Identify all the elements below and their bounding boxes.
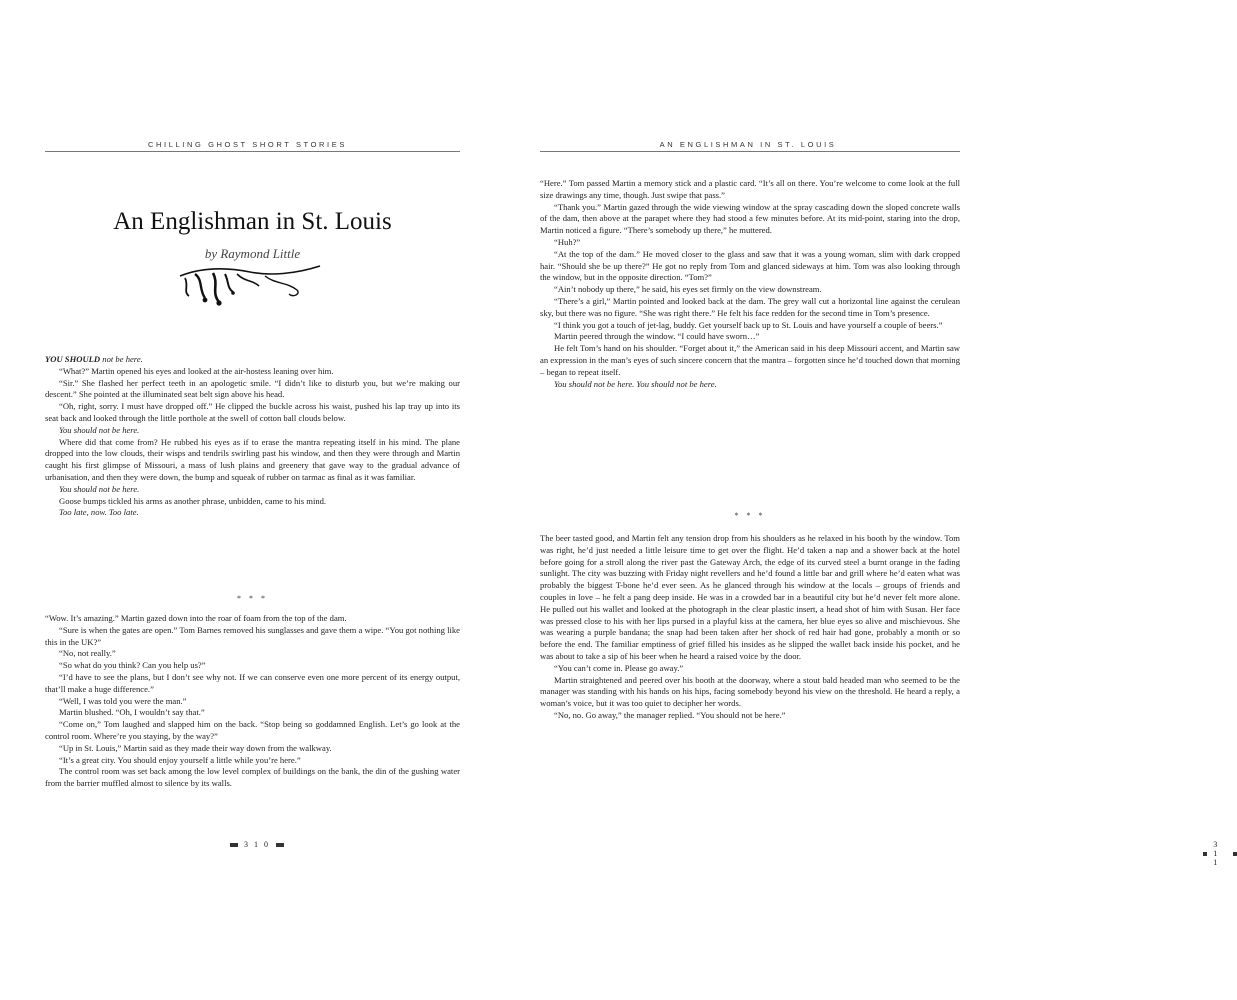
- right-folio-number: 3 1 1: [1213, 840, 1220, 867]
- paragraph: “Thank you.” Martin gazed through the wide viewing window at the spray cascading down the sloped concrete walls of the dam, then above at the parapet where they had stood a few minutes before. At its mid-point, staring into the drop, Martin noticed a figure. “There’s somebody up there,” he muttered.: [540, 201, 960, 236]
- right-body-section-1: [540, 178, 960, 498]
- paragraph: Martin peered through the window. “I could have sworn…”: [554, 331, 760, 342]
- paragraph: “What?” Martin opened his eyes and looked at the air-hostess leaning over him.: [59, 365, 334, 376]
- folio-ornament-icon: [276, 843, 284, 847]
- left-body-section-2: [45, 613, 460, 823]
- paragraph: He felt Tom’s hand on his shoulder. “Forget about it,” the American said in his deep Missouri accent, and Martin saw an expression in the man’s eyes of such sincere concern that the mantra – forgotten since he’d touched down that morning – began to repeat itself.: [540, 343, 960, 377]
- right-page-number: [1203, 840, 1237, 867]
- paragraph: “Wow. It’s amazing.” Martin gazed down into the roar of foam from the top of the dam.: [45, 613, 347, 623]
- paragraph: “Huh?”: [554, 236, 581, 247]
- paragraph: “I think you got a touch of jet-lag, buddy. Get yourself back up to St. Louis and have yourself a couple of beers.”: [554, 319, 943, 330]
- paragraph: You should not be here.: [59, 424, 140, 435]
- lead-rest-text: not be here.: [100, 354, 143, 364]
- paragraph: “Oh, right, sorry. I must have dropped off.” He clipped the buckle across his waist, pushed his lap tray up into its seat back and looked through the little porthole at the swell of cotton ball clouds below.: [45, 401, 460, 423]
- paragraph: You should not be here.: [59, 483, 140, 494]
- paragraph: “Well, I was told you were the man.”: [59, 695, 187, 706]
- paragraph: “No, no. Go away,” the manager replied. “You should not be here.”: [554, 709, 786, 720]
- paragraph: “Sure is when the gates are open.” Tom Barnes removed his sunglasses and gave them a wipe. “You got nothing like this in the UK?”: [45, 624, 460, 647]
- paragraph: The control room was set back among the low level complex of buildings on the bank, the din of the gushing water from the barrier muffled almost to silence by its walls.: [45, 766, 460, 789]
- left-page-number: [230, 840, 284, 849]
- right-scene-break: * * *: [734, 511, 766, 520]
- paragraph: “Ain’t nobody up there,” he said, his eyes set firmly on the view downstream.: [554, 284, 822, 295]
- paragraph: Goose bumps tickled his arms as another phrase, unbidden, came to his mind.: [59, 495, 327, 506]
- paragraph: Martin blushed. “Oh, I wouldn’t say that.”: [59, 707, 205, 718]
- paragraph: “Sir.” She flashed her perfect teeth in an apologetic smile. “I didn’t like to disturb you, but we’re making our descent.” She pointed at the illuminated seat belt sign above his head.: [45, 377, 460, 400]
- left-folio-number: 3 1 0: [244, 840, 270, 849]
- paragraph: “So what do you think? Can you help us?”: [59, 660, 206, 671]
- left-body-section-1: [45, 354, 460, 578]
- folio-ornament-icon: [1203, 852, 1207, 856]
- paragraph: “Here.” Tom passed Martin a memory stick and a plastic card. “It’s all on there. You’re welcome to come look at the full size drawings any time, though. Just swipe that pass.”: [540, 178, 960, 200]
- paragraph: “At the top of the dam.” He moved closer to the glass and saw that it was a young woman, slim with dark cropped hair. “Should she be up there?” He got no reply from Tom and glanced sideways at him. Tom was also looking through the window, but in the opposite direction. “Tom?”: [540, 248, 960, 283]
- paragraph: You should not be here. You should not be here.: [554, 378, 717, 389]
- paragraph: [45, 354, 460, 366]
- right-page: [500, 0, 1220, 1000]
- paragraph: Too late, now. Too late.: [59, 507, 139, 518]
- left-page: [0, 0, 500, 1000]
- paragraph: Where did that come from? He rubbed his eyes as if to erase the mantra repeating itself in his mind. The plane dropped into the low clouds, their wisps and tendrils swirling past his window, and then they were through and Martin caught his first glimpse of Missouri, a mass of lush plains and greenery that gave way to the gradual advance of urbanisation, and then they were down, the bump and squeak of rubber on tarmac as final as it was familiar.: [45, 436, 460, 482]
- left-scene-break: * * *: [237, 594, 268, 603]
- left-header-rule: [45, 151, 460, 152]
- right-header-rule: [540, 151, 960, 152]
- folio-ornament-icon: [1233, 852, 1237, 856]
- story-title: An Englishman in St. Louis: [113, 208, 392, 235]
- paragraph: “You can’t come in. Please go away.”: [554, 662, 684, 673]
- paragraph: “Come on,” Tom laughed and slapped him on the back. “Stop being so goddamned English. Let’s go look at the control room. Where’re you staying, by the way?”: [45, 719, 460, 741]
- flourish-ornament-icon: [175, 262, 325, 306]
- paragraph: “No, not really.”: [59, 648, 116, 659]
- paragraph: “It’s a great city. You should enjoy yourself a little while you’re here.”: [59, 754, 301, 765]
- paragraph: “Up in St. Louis,” Martin said as they made their way down from the walkway.: [59, 742, 332, 753]
- right-running-head: AN ENGLISHMAN IN ST. LOUIS: [659, 140, 837, 149]
- paragraph: “There’s a girl,” Martin pointed and looked back at the dam. The grey wall cut a horizontal line against the cerulean sky, but there was no figure. “She was right there.” He felt his face redden for the second time in Tom’s presence.: [540, 295, 960, 318]
- paragraph: Martin straightened and peered over his booth at the doorway, where a stout bald headed man who seemed to be the manager was standing with his hands on his hips, facing somebody beyond his view on the threshold. He heard a reply, a woman’s voice, but it was too quiet to decipher her words.: [540, 674, 960, 709]
- folio-ornament-icon: [230, 843, 238, 847]
- right-body-section-2: [540, 533, 960, 825]
- paragraph: “I’d have to see the plans, but I don’t see why not. If we can conserve even one more percent of its energy output, that’ll make a huge difference.”: [45, 671, 460, 694]
- paragraph: The beer tasted good, and Martin felt any tension drop from his shoulders as he relaxed in his booth by the window. Tom was right, he’d just needed a little leisure time to get over the flight. He’d taken a nap and a shower back at the hotel before going for a stroll along the river past the Gateway Arch, the edge of its curved steel a burnt orange in the fading sunlight. The city was buzzing with Friday night revellers and he’d found a little bar and grill where he’d eaten what was probably the biggest T-bone he’d ever seen. As he glanced through his window at the locals – groups of friends and couples in love – he felt a pang deep inside. He was in a crowded bar in a beautiful city but he’d never felt more alone. He pulled out his wallet and looked at the photograph in the clear plastic insert, a head shot of him with Susan. Her face was pressed close to his with her lips pursed in a playful kiss at the camera, her blue eyes so alive and mischievous. She was wearing a purple bandana; the snap had been taken after her shock of red hair had gone, probably a month or so before the end. The familiar emptiness of grief filled his insides as he slipped the wallet back inside his pocket, and he was about to take a sip of his beer when he heard a raised voice by the door.: [540, 533, 960, 661]
- left-running-head: CHILLING GHOST SHORT STORIES: [148, 140, 347, 149]
- lead-in-text: YOU SHOULD: [45, 354, 101, 364]
- story-byline: by Raymond Little: [204, 246, 301, 261]
